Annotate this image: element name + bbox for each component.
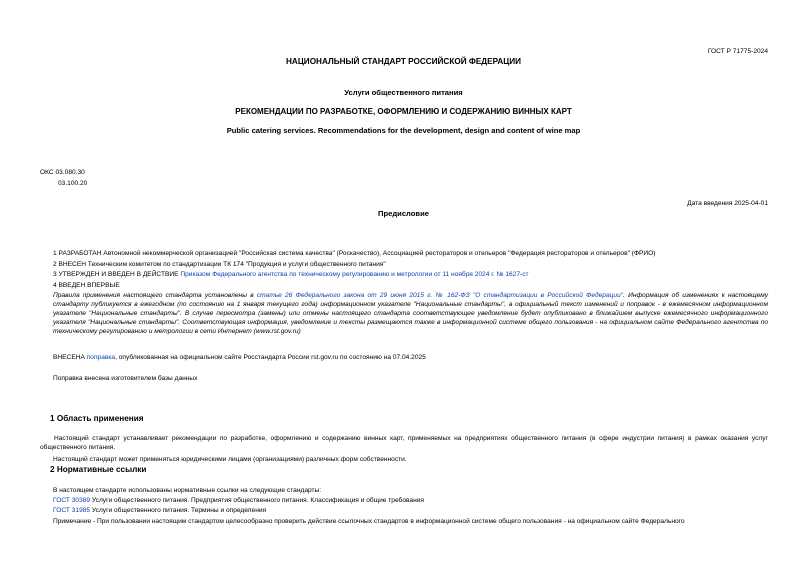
- section-2-title: 2 Нормативные ссылки: [50, 465, 147, 474]
- foreword-item-4: 4 ВВЕДЕН ВПЕРВЫЕ: [53, 282, 120, 289]
- reference-1: [53, 496, 768, 505]
- amendment-link[interactable]: поправка: [86, 354, 116, 361]
- reference-2: [53, 506, 768, 515]
- subject-title: Услуги общественного питания: [344, 88, 463, 97]
- section-1-paragraph-2: Настоящий стандарт может применяться юридическими лицами (организациями) различных форм собственности.: [53, 456, 407, 463]
- main-title: РЕКОМЕНДАЦИИ ПО РАЗРАБОТКЕ, ОФОРМЛЕНИЮ И СОДЕРЖАНИЮ ВИННЫХ КАРТ: [235, 107, 572, 116]
- reference-2-text: Услуги общественного питания. Термины и определения: [90, 507, 267, 514]
- section-2-note: Примечание - При пользовании настоящим стандартом целесообразно проверить действие ссылочных стандартов в информационной системе общего пользования - на официальном сайте Федерального: [53, 518, 685, 525]
- oks-code-1: ОКС 03.080.30: [40, 169, 85, 176]
- gost-30389-link[interactable]: ГОСТ 30389: [53, 497, 91, 504]
- order-link[interactable]: Приказом Федерального агентства по техническому регулированию и метрологии от 11 ноября 2024 г. № 1627-ст: [180, 271, 529, 278]
- oks-code-2: 03.100.20: [58, 180, 88, 187]
- rules-rest: . Информация об изменениях к настоящему стандарту публикуется в ежегодном (по состоянию на 1 января текущего года) информационном указателе "Национальные стандарты", а официальный текст изменений и поправок - в ежемесячном информационном указателе "Национальные стандарты". В случае пересмотра (замены) или отмены настоящего стандарта соответствующее уведомление будет опубликовано в ближайшем выпуске ежемесячного информационного указателя "Национальные стандарты". Соответствующая информация, уведомление и тексты размещаются также в информационной системе общего пользования - на официальном сайте Федерального агентства по техническому регулированию и метрологии в сети Интернет (www.rst.gov.ru): [53, 292, 769, 335]
- rules-prefix: Правила применения настоящего стандарта установлены в: [53, 292, 257, 299]
- reference-1-text: Услуги общественного питания. Предприятия общественного питания. Классификация и общие требования: [90, 497, 424, 504]
- amendment-prefix: ВНЕСЕНА: [53, 354, 87, 361]
- federal-law-link[interactable]: статье 26 Федерального закона от 29 июня 2015 г. № 162-ФЗ "О стандартизации в Российской Федерации": [256, 292, 624, 299]
- foreword-item-2: 2 ВНЕСЕН Техническим комитетом по стандартизации ТК 174 "Продукция и услуги общественного питания": [53, 261, 386, 268]
- foreword-item-3-prefix: 3 УТВЕРЖДЕН И ВВЕДЕН В ДЕЙСТВИЕ: [53, 271, 181, 278]
- rules-paragraph: [53, 291, 768, 336]
- foreword-title: Предисловие: [378, 209, 429, 218]
- section-1-title: 1 Область применения: [50, 414, 144, 423]
- standard-title: НАЦИОНАЛЬНЫЙ СТАНДАРТ РОССИЙСКОЙ ФЕДЕРАЦИИ: [286, 57, 521, 66]
- intro-date: Дата введения 2025-04-01: [687, 200, 768, 207]
- amendment-rest: , опубликованная на официальном сайте Росстандарта России rst.gov.ru по состоянию на 07.04.2025: [115, 354, 426, 361]
- gost-31985-link[interactable]: ГОСТ 31985: [53, 507, 91, 514]
- section-2-intro: В настоящем стандарте использованы нормативные ссылки на следующие стандарты:: [53, 487, 322, 494]
- foreword-item-3: [53, 270, 768, 279]
- amendment-note: Поправка внесена изготовителем базы данных: [53, 375, 198, 382]
- foreword-item-1: 1 РАЗРАБОТАН Автономной некоммерческой организацией "Российская система качества" (Роскачество), Ассоциацией рестораторов и отельеров "Федерация рестораторов и отельеров" (ФРИО): [53, 250, 656, 257]
- english-title: Public catering services. Recommendations for the development, design and content of wine map: [226, 126, 581, 135]
- section-1-paragraph-1: Настоящий стандарт устанавливает рекомендации по разработке, оформлению и содержанию винных карт, применяемых на предприятиях общественного питания (в сфере индустрии питания) в рамках оказания услуг общественного питания.: [40, 435, 768, 451]
- amendment-paragraph: [53, 353, 768, 362]
- document-code: ГОСТ Р 71775-2024: [707, 48, 768, 55]
